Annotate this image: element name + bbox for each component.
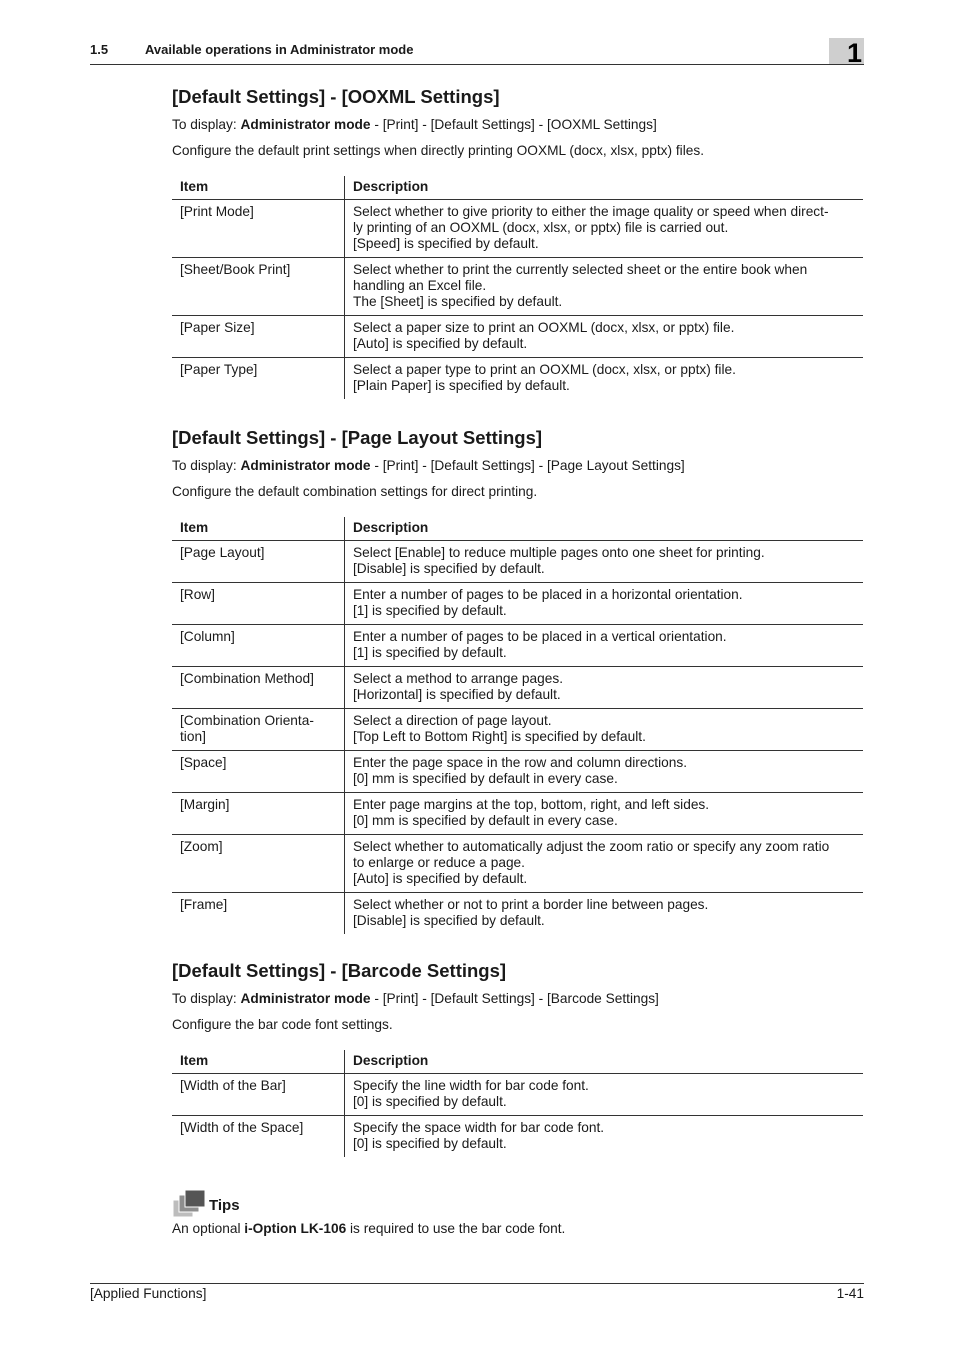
settings-table <box>172 1050 863 1157</box>
item-cell: [Print Mode] <box>172 200 345 258</box>
item-cell: [Width of the Bar] <box>172 1074 345 1116</box>
description-cell <box>345 709 864 751</box>
settings-table <box>172 176 863 399</box>
chapter-number: 1 <box>846 38 862 68</box>
description-line: Select a direction of page layout. <box>353 713 552 728</box>
header-section-number: 1.5 <box>90 42 109 57</box>
description-line: Select a method to arrange pages. <box>353 671 564 686</box>
description-line: handling an Excel file. <box>353 278 487 293</box>
description-cell <box>345 751 864 793</box>
description-line: [Top Left to Bottom Right] is specified by default. <box>353 729 646 744</box>
header-divider <box>90 64 864 65</box>
item-cell: [Combination Orienta- tion] <box>172 709 345 751</box>
description-line: Select whether to give priority to either the image quality or speed when direct- <box>353 204 829 219</box>
chapter-tab <box>829 38 864 68</box>
description-cell <box>345 316 864 358</box>
table-row <box>172 793 863 835</box>
description-cell <box>345 258 864 316</box>
section-page-layout-settings <box>172 427 864 934</box>
description-line: [Disable] is specified by default. <box>353 913 545 928</box>
table-row <box>172 541 863 583</box>
table-row <box>172 893 863 935</box>
description-cell <box>345 1074 864 1116</box>
table-row <box>172 258 863 316</box>
item-cell: [Paper Size] <box>172 316 345 358</box>
item-cell: [Combination Method] <box>172 667 345 709</box>
section-barcode-settings <box>172 960 864 1157</box>
table-row <box>172 667 863 709</box>
table-row <box>172 358 863 400</box>
item-cell: [Zoom] <box>172 835 345 893</box>
description-line: [Speed] is specified by default. <box>353 236 539 251</box>
item-cell: [Sheet/Book Print] <box>172 258 345 316</box>
settings-table <box>172 517 863 934</box>
description-line: Select whether to print the currently selected sheet or the entire book when <box>353 262 808 277</box>
description-cell <box>345 667 864 709</box>
tips-icon <box>173 1190 207 1218</box>
table-row <box>172 1116 863 1158</box>
description-cell <box>345 358 864 400</box>
item-cell: [Paper Type] <box>172 358 345 400</box>
description-line: [Horizontal] is specified by default. <box>353 687 561 702</box>
description-line: [1] is specified by default. <box>353 603 507 618</box>
description-line: Enter the page space in the row and column directions. <box>353 755 688 770</box>
description-line: Specify the line width for bar code font. <box>353 1078 589 1093</box>
description-cell <box>345 583 864 625</box>
item-cell: [Frame] <box>172 893 345 935</box>
header-section-title: Available operations in Administrator mode <box>145 42 414 57</box>
table-row <box>172 200 863 258</box>
item-cell: [Row] <box>172 583 345 625</box>
description-line: ly printing of an OOXML (docx, xlsx, or pptx) file is carried out. <box>353 220 729 235</box>
display-path: To display: Administrator mode - [Print] - [Default Settings] - [Barcode Settings] <box>172 991 659 1006</box>
display-path: To display: Administrator mode - [Print] - [Default Settings] - [Page Layout Settings] <box>172 458 685 473</box>
description-line: [1] is specified by default. <box>353 645 507 660</box>
description-line: [Auto] is specified by default. <box>353 871 528 886</box>
tips-text: An optional i-Option LK-106 is required to use the bar code font. <box>172 1221 566 1236</box>
footer-chapter-name: [Applied Functions] <box>90 1286 207 1301</box>
section-description: Configure the bar code font settings. <box>172 1017 393 1032</box>
display-path: To display: Administrator mode - [Print] - [Default Settings] - [OOXML Settings] <box>172 117 657 132</box>
description-line: [0] is specified by default. <box>353 1136 507 1151</box>
table-row <box>172 709 863 751</box>
tips-label: Tips <box>209 1197 240 1214</box>
description-cell <box>345 793 864 835</box>
description-line: Specify the space width for bar code font. <box>353 1120 605 1135</box>
description-cell <box>345 200 864 258</box>
description-cell <box>345 625 864 667</box>
section-title: [Default Settings] - [Page Layout Settings] <box>172 427 543 448</box>
description-line: Select a paper type to print an OOXML (docx, xlsx, or pptx) file. <box>353 362 736 377</box>
column-header-description: Description <box>345 1050 864 1074</box>
item-cell: [Space] <box>172 751 345 793</box>
table-row <box>172 625 863 667</box>
description-line: Select a paper size to print an OOXML (docx, xlsx, or pptx) file. <box>353 320 735 335</box>
section-description: Configure the default print settings when directly printing OOXML (docx, xlsx, pptx) files. <box>172 143 705 158</box>
description-line: [0] is specified by default. <box>353 1094 507 1109</box>
description-cell <box>345 541 864 583</box>
item-cell: [Column] <box>172 625 345 667</box>
description-line: Select whether or not to print a border line between pages. <box>353 897 709 912</box>
section-ooxml-settings <box>172 86 864 399</box>
table-row <box>172 316 863 358</box>
item-cell: [Page Layout] <box>172 541 345 583</box>
description-line: to enlarge or reduce a page. <box>353 855 525 870</box>
description-cell <box>345 835 864 893</box>
section-title: [Default Settings] - [OOXML Settings] <box>172 86 500 107</box>
column-header-item: Item <box>172 1050 345 1074</box>
description-line: [Plain Paper] is specified by default. <box>353 378 570 393</box>
table-row <box>172 835 863 893</box>
table-row <box>172 583 863 625</box>
table-row <box>172 1074 863 1116</box>
column-header-description: Description <box>345 517 864 541</box>
description-line: Select [Enable] to reduce multiple pages onto one sheet for printing. <box>353 545 765 560</box>
description-line: [0] mm is specified by default in every case. <box>353 813 618 828</box>
description-cell <box>345 1116 864 1158</box>
footer-divider <box>90 1283 864 1284</box>
table-row <box>172 751 863 793</box>
description-line: Enter page margins at the top, bottom, right, and left sides. <box>353 797 710 812</box>
section-title: [Default Settings] - [Barcode Settings] <box>172 960 507 981</box>
column-header-item: Item <box>172 176 345 200</box>
description-line: Enter a number of pages to be placed in a vertical orientation. <box>353 629 727 644</box>
description-line: [0] mm is specified by default in every case. <box>353 771 618 786</box>
page-number: 1-41 <box>836 1286 864 1301</box>
column-header-item: Item <box>172 517 345 541</box>
description-cell <box>345 893 864 935</box>
item-cell: [Width of the Space] <box>172 1116 345 1158</box>
section-description: Configure the default combination settings for direct printing. <box>172 484 538 499</box>
item-cell: [Margin] <box>172 793 345 835</box>
column-header-description: Description <box>345 176 864 200</box>
description-line: [Auto] is specified by default. <box>353 336 528 351</box>
description-line: The [Sheet] is specified by default. <box>353 294 563 309</box>
description-line: Select whether to automatically adjust the zoom ratio or specify any zoom ratio <box>353 839 830 854</box>
description-line: [Disable] is specified by default. <box>353 561 545 576</box>
description-line: Enter a number of pages to be placed in a horizontal orientation. <box>353 587 743 602</box>
